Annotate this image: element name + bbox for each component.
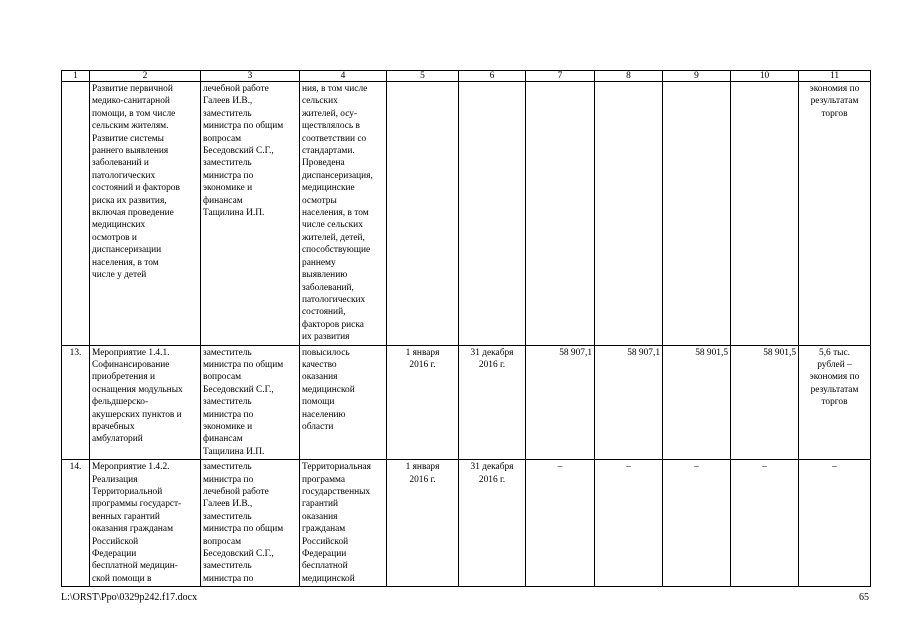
note-cell: – xyxy=(799,460,871,587)
result-cell: ния, в том числе сельских жителей, осу- ществлялось в соответствии со стандартами. Проведена диспансеризация, медицинские осмотры населения, в том числе сельских жителей, детей, способствующие раннему выявлению заболеваний, патологических состояний, факторов риска их развития xyxy=(300,82,387,346)
header-cell: 5 xyxy=(387,71,459,82)
value-cell: 58 907,1 xyxy=(595,345,663,460)
table-row xyxy=(62,460,871,587)
header-cell: 10 xyxy=(731,71,799,82)
measure-cell: Мероприятие 1.4.1. Софинансирование приобретения и оснащения модульных фельдшерско- акушерских пунктов и врачебных амбулаторий xyxy=(90,345,201,460)
measure-cell: Мероприятие 1.4.2. Реализация Территориальной программы государст- венных гарантий оказания гражданам Российской Федерации бесплатной медицин- ской помощи в xyxy=(90,460,201,587)
end-date-cell: 31 декабря 2016 г. xyxy=(459,345,526,460)
header-cell: 6 xyxy=(459,71,526,82)
header-cell: 2 xyxy=(90,71,201,82)
value-cell: – xyxy=(595,460,663,587)
end-date-cell xyxy=(459,82,526,346)
start-date-cell: 1 января 2016 г. xyxy=(387,460,459,587)
table-row xyxy=(62,82,871,346)
start-date-cell: 1 января 2016 г. xyxy=(387,345,459,460)
header-row xyxy=(62,71,871,82)
header-cell: 7 xyxy=(526,71,595,82)
header-cell: 9 xyxy=(663,71,731,82)
responsible-cell: заместитель министра по общим вопросам Беседовский С.Г., заместитель министра по экономике и финансам Тащилина И.П. xyxy=(201,345,300,460)
file-path: L:\ORST\Ppo\0329p242.f17.docx xyxy=(61,592,198,603)
responsible-cell: заместитель министра по лечебной работе Галеев И.В., заместитель министра по общим вопросам Беседовский С.Г., заместитель министра по xyxy=(201,460,300,587)
start-date-cell xyxy=(387,82,459,346)
end-date-cell: 31 декабря 2016 г. xyxy=(459,460,526,587)
header-cell: 11 xyxy=(799,71,871,82)
value-cell xyxy=(663,82,731,346)
value-cell: 58 907,1 xyxy=(526,345,595,460)
value-cell: – xyxy=(663,460,731,587)
table-row xyxy=(62,345,871,460)
value-cell xyxy=(731,82,799,346)
header-cell: 4 xyxy=(300,71,387,82)
header-cell: 8 xyxy=(595,71,663,82)
header-cell: 3 xyxy=(201,71,300,82)
row-number: 13. xyxy=(62,345,90,460)
value-cell: 58 901,5 xyxy=(663,345,731,460)
note-cell: экономия по результатам торгов xyxy=(799,82,871,346)
row-number: 14. xyxy=(62,460,90,587)
measure-cell: Развитие первичной медико-санитарной помощи, в том числе сельским жителям. Развитие системы раннего выявления заболеваний и патологических состояний и факторов риска их развития, включая проведение медицинских осмотров и диспансеризации населения, в том числе у детей xyxy=(90,82,201,346)
value-cell xyxy=(526,82,595,346)
report-table xyxy=(61,70,871,587)
value-cell xyxy=(595,82,663,346)
page-number: 65 xyxy=(859,592,869,603)
value-cell: – xyxy=(731,460,799,587)
value-cell: – xyxy=(526,460,595,587)
note-cell: 5,6 тыс. рублей – экономия по результатам торгов xyxy=(799,345,871,460)
value-cell: 58 901,5 xyxy=(731,345,799,460)
result-cell: Территориальная программа государственных гарантий оказания гражданам Российской Федерации бесплатной медицинской xyxy=(300,460,387,587)
responsible-cell: лечебной работе Галеев И.В., заместитель министра по общим вопросам Беседовский С.Г., заместитель министра по экономике и финансам Тащилина И.П. xyxy=(201,82,300,346)
row-number xyxy=(62,82,90,346)
result-cell: повысилось качество оказания медицинской помощи населению области xyxy=(300,345,387,460)
header-cell: 1 xyxy=(62,71,90,82)
